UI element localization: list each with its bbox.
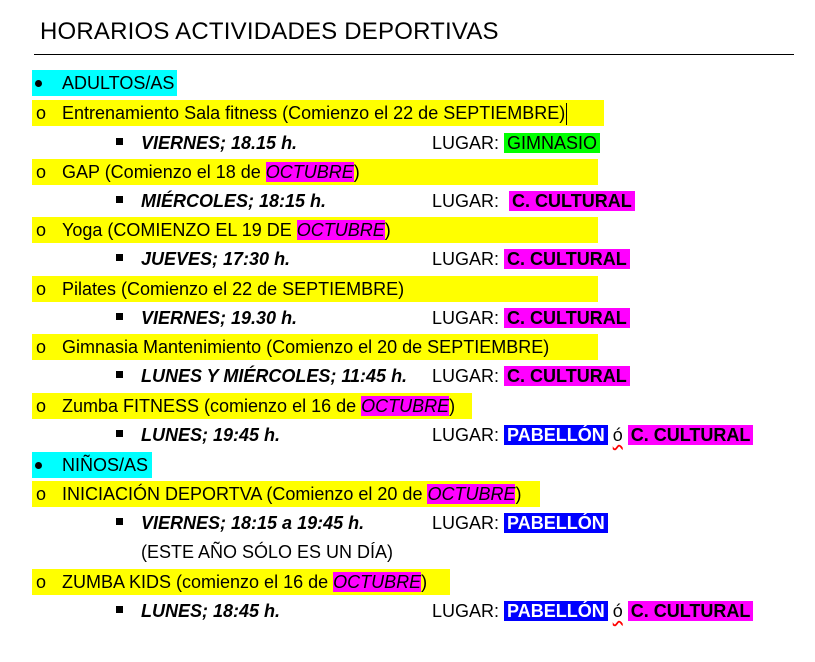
schedule-row: [0, 363, 815, 389]
activity-title: [62, 481, 521, 507]
bullet-o-icon: o: [36, 103, 47, 123]
activity-name-end: ): [384, 220, 391, 240]
activity-name: Yoga (COMIENZO EL 19 DE: [62, 220, 297, 240]
schedule-day: LUNES; 19:45 h.: [141, 425, 281, 445]
place-tag-2: C. CULTURAL: [628, 601, 754, 621]
page-title: HORARIOS ACTIVIDADES DEPORTIVAS: [40, 18, 499, 45]
activity-name-end: ): [515, 484, 522, 504]
schedule-row: [0, 510, 815, 536]
or-word: ó: [612, 601, 623, 621]
bullet-square-icon: [116, 371, 123, 378]
bullet-o-icon: o: [36, 572, 47, 592]
lugar-text: LUGAR:: [432, 133, 500, 153]
bullet-o-icon: o: [36, 279, 47, 299]
section-header-kids: [0, 452, 815, 478]
schedule-row: [0, 188, 815, 214]
section-header-adults: [0, 70, 815, 96]
bullet-square-icon: [116, 430, 123, 437]
bullet-o-icon: o: [36, 484, 47, 504]
bullet-square-icon: [116, 606, 123, 613]
lugar-text: LUGAR:: [432, 601, 500, 621]
activity-name-end: ): [449, 396, 456, 416]
lugar-label: [432, 305, 630, 331]
lugar-text: LUGAR:: [432, 249, 500, 269]
schedule-note: (ESTE AÑO SÓLO ES UN DÍA): [141, 542, 394, 562]
section-label: NIÑOS/AS: [62, 455, 149, 475]
bullet-o-icon: o: [36, 220, 47, 240]
lugar-label: [432, 246, 630, 272]
schedule-day: VIERNES; 18.15 h.: [141, 133, 298, 153]
bullet-square-icon: [116, 196, 123, 203]
activity-row: [0, 569, 815, 595]
bullet-o-icon: o: [36, 162, 47, 182]
activity-name: INICIACIÓN DEPORTVA (Comienzo el 20 de: [62, 484, 428, 504]
activity-name: Entrenamiento Sala fitness (Comienzo el 22 de SEPTIEMBRE): [62, 103, 566, 123]
lugar-text: LUGAR:: [432, 366, 500, 386]
bullet-square-icon: [116, 138, 123, 145]
schedule-day: VIERNES; 18:15 a 19:45 h.: [141, 513, 365, 533]
note-row: [0, 539, 815, 565]
activity-row: [0, 217, 815, 243]
month-highlight: OCTUBRE: [296, 220, 385, 240]
place-tag: GIMNASIO: [504, 133, 600, 153]
schedule-day: LUNES Y MIÉRCOLES; 11:45 h.: [141, 366, 408, 386]
bullet-o-icon: o: [36, 337, 47, 357]
lugar-label: [432, 130, 600, 156]
place-tag-2: C. CULTURAL: [628, 425, 754, 445]
activity-name: ZUMBA KIDS (comienzo el 16 de: [62, 572, 334, 592]
bullet-square-icon: [116, 254, 123, 261]
schedule-row: [0, 305, 815, 331]
place-tag: PABELLÓN: [504, 425, 608, 445]
place-tag: PABELLÓN: [504, 601, 608, 621]
month-highlight: OCTUBRE: [361, 396, 450, 416]
month-highlight: OCTUBRE: [265, 162, 354, 182]
schedule-row: [0, 130, 815, 156]
or-word: ó: [612, 425, 623, 445]
place-tag: C. CULTURAL: [504, 308, 630, 328]
bullet-dot-icon: [35, 462, 42, 469]
schedule-day: MIÉRCOLES; 18:15 h.: [141, 191, 327, 211]
schedule-row: [0, 598, 815, 624]
lugar-label: [432, 422, 753, 448]
bullet-square-icon: [116, 313, 123, 320]
schedule-day: VIERNES; 19.30 h.: [141, 308, 298, 328]
bullet-square-icon: [116, 518, 123, 525]
lugar-text: LUGAR:: [432, 425, 500, 445]
activity-title: Gimnasia Mantenimiento (Comienzo el 20 de SEPTIEMBRE): [62, 337, 550, 357]
activity-title: [62, 100, 567, 126]
lugar-label: [432, 363, 630, 389]
activity-title: [62, 393, 455, 419]
activity-row: [0, 276, 815, 302]
lugar-label: [432, 188, 635, 214]
place-tag: C. CULTURAL: [504, 249, 630, 269]
title-divider: [34, 54, 794, 55]
lugar-text: LUGAR:: [432, 191, 500, 211]
activity-name: GAP (Comienzo el 18 de: [62, 162, 266, 182]
activity-row: [0, 159, 815, 185]
lugar-text: LUGAR:: [432, 308, 500, 328]
activity-title: [62, 217, 391, 243]
activity-name: Zumba FITNESS (comienzo el 16 de: [62, 396, 362, 416]
place-tag: PABELLÓN: [504, 513, 608, 533]
activity-name-end: ): [421, 572, 428, 592]
place-tag: C. CULTURAL: [504, 366, 630, 386]
activity-row: [0, 393, 815, 419]
bullet-o-icon: o: [36, 396, 47, 416]
place-tag: C. CULTURAL: [509, 191, 635, 211]
activity-title: [62, 159, 360, 185]
lugar-label: [432, 510, 608, 536]
section-label: ADULTOS/AS: [62, 73, 175, 93]
month-highlight: OCTUBRE: [333, 572, 422, 592]
activity-row: [0, 334, 815, 360]
schedule-day: JUEVES; 17:30 h.: [141, 249, 291, 269]
bullet-dot-icon: [35, 80, 42, 87]
lugar-label: [432, 598, 753, 624]
month-highlight: OCTUBRE: [427, 484, 516, 504]
schedule-row: [0, 422, 815, 448]
activity-row: [0, 100, 815, 126]
activity-row: [0, 481, 815, 507]
activity-title: [62, 569, 427, 595]
schedule-row: [0, 246, 815, 272]
schedule-day: LUNES; 18:45 h.: [141, 601, 281, 621]
lugar-text: LUGAR:: [432, 513, 500, 533]
activity-title: Pilates (Comienzo el 22 de SEPTIEMBRE): [62, 279, 405, 299]
text-cursor: [566, 103, 567, 125]
activity-name-end: ): [353, 162, 360, 182]
